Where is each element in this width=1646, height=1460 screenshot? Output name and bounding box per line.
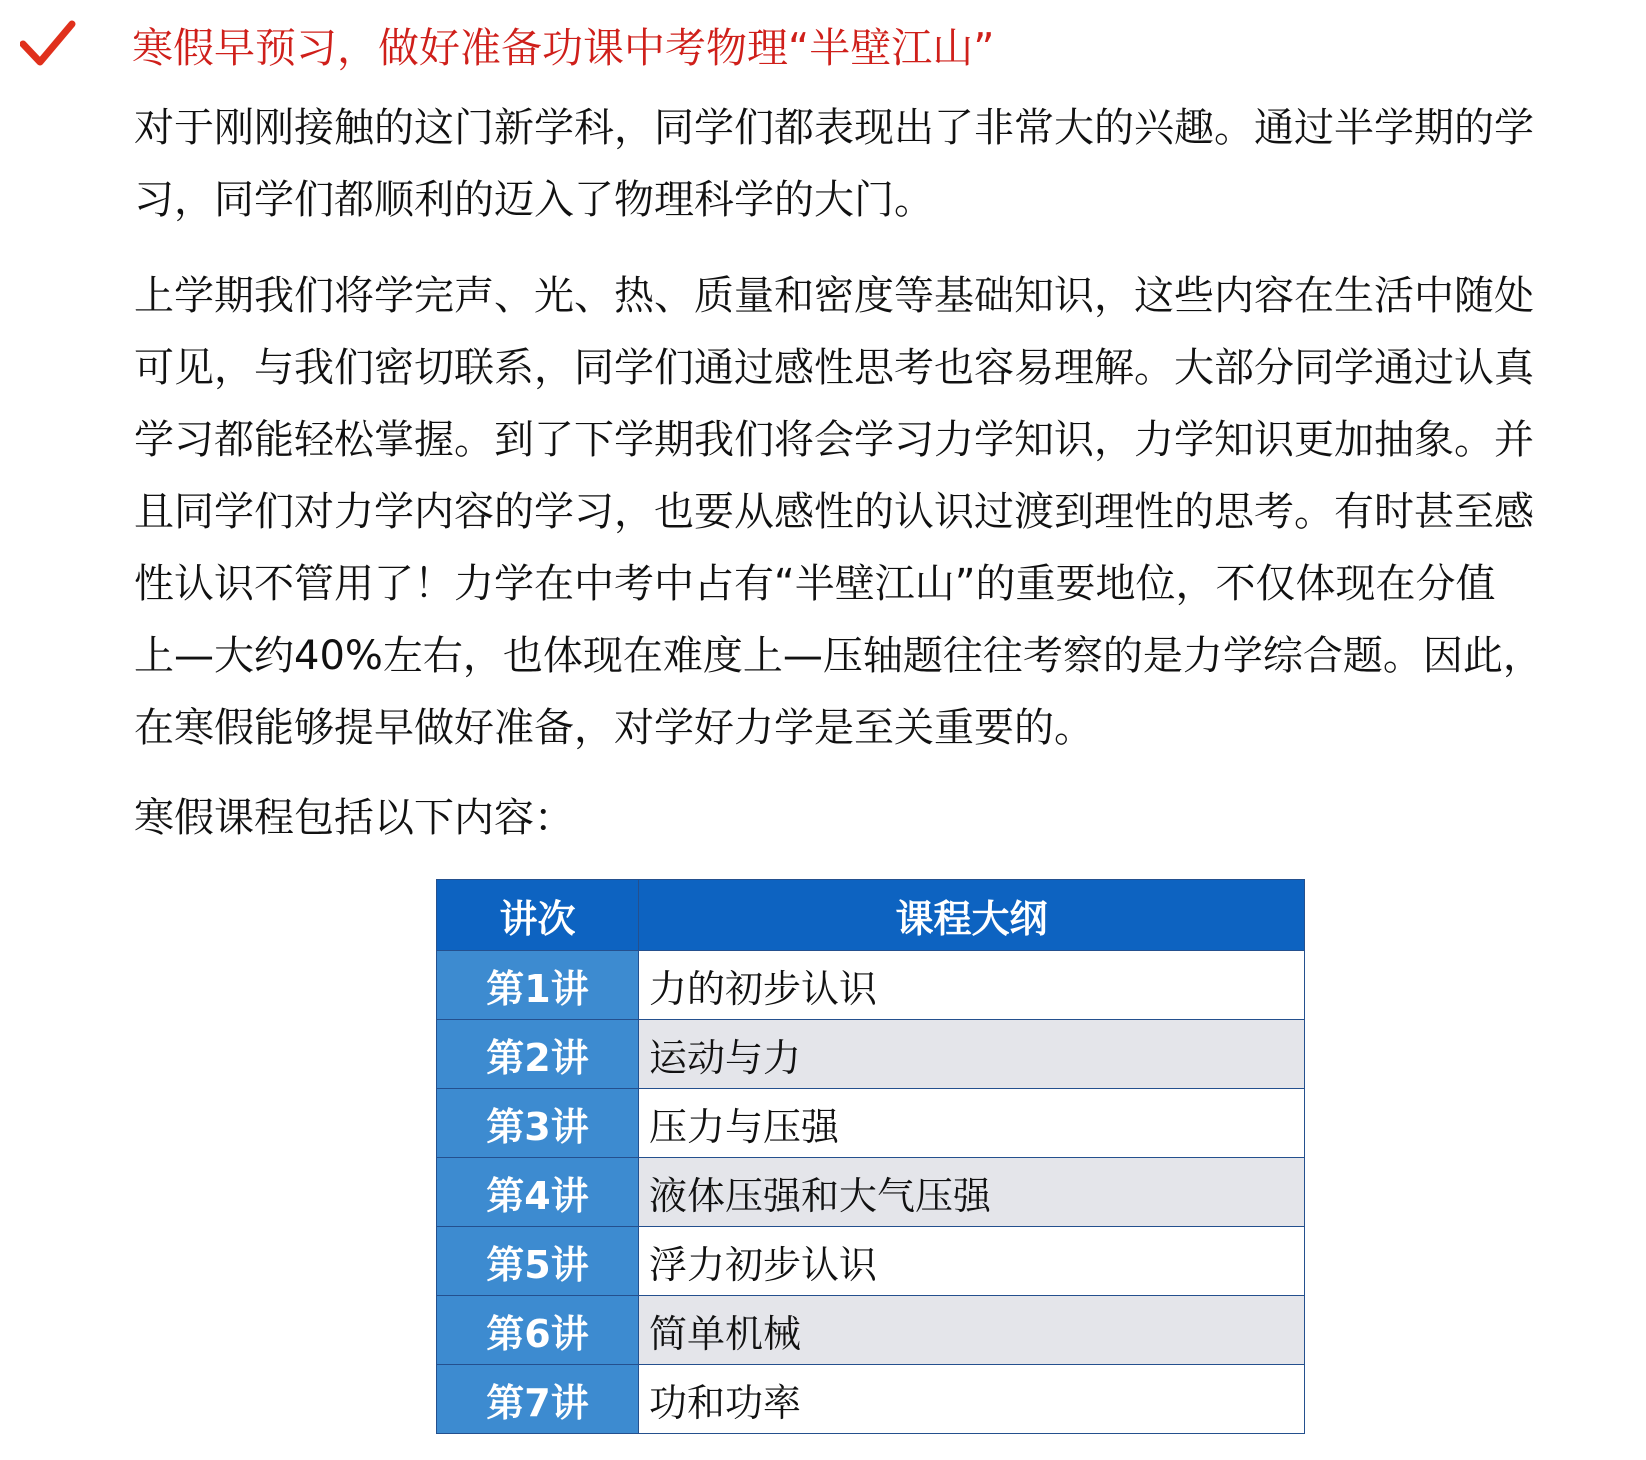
checkmark-icon: [20, 20, 76, 68]
lecture-cell: 第7讲: [437, 1365, 639, 1434]
text-line: 学习都能轻松掌握。到了下学期我们将会学习力学知识，力学知识更加抽象。并: [134, 417, 1534, 463]
header-lecture: 讲次: [437, 880, 639, 951]
text-line: 习，同学们都顺利的迈入了物理科学的大门。: [134, 177, 934, 223]
topic-cell: 运动与力: [639, 1020, 1305, 1089]
lecture-cell: 第2讲: [437, 1020, 639, 1089]
table-row: [437, 1365, 1305, 1434]
section-title: 寒假早预习，做好准备功课中考物理“半壁江山”: [132, 24, 995, 72]
table-row: [437, 1089, 1305, 1158]
lecture-cell: 第5讲: [437, 1227, 639, 1296]
text-line: 上学期我们将学完声、光、热、质量和密度等基础知识，这些内容在生活中随处: [134, 273, 1534, 319]
text-line: 上—大约40%左右，也体现在难度上—压轴题往往考察的是力学综合题。因此，: [134, 633, 1543, 679]
paragraph-intro: [134, 92, 1614, 236]
paragraph-mechanics: [134, 260, 1614, 764]
topic-cell: 力的初步认识: [639, 951, 1305, 1020]
table-row: [437, 1227, 1305, 1296]
table-row: [437, 1020, 1305, 1089]
lecture-cell: 第6讲: [437, 1296, 639, 1365]
topic-cell: 压力与压强: [639, 1089, 1305, 1158]
text-line: 对于刚刚接触的这门新学科，同学们都表现出了非常大的兴趣。通过半学期的学: [134, 105, 1534, 151]
header-outline: 课程大纲: [639, 880, 1305, 951]
lecture-cell: 第3讲: [437, 1089, 639, 1158]
lecture-cell: 第4讲: [437, 1158, 639, 1227]
topic-cell: 液体压强和大气压强: [639, 1158, 1305, 1227]
text-line: 且同学们对力学内容的学习，也要从感性的认识过渡到理性的思考。有时甚至感: [134, 489, 1534, 535]
text-line: 在寒假能够提早做好准备，对学好力学是至关重要的。: [134, 705, 1094, 751]
table-header-row: [437, 880, 1305, 951]
topic-cell: 功和功率: [639, 1365, 1305, 1434]
topic-cell: 简单机械: [639, 1296, 1305, 1365]
course-intro: 寒假课程包括以下内容：: [134, 795, 574, 841]
table-row: [437, 951, 1305, 1020]
table-row: [437, 1296, 1305, 1365]
lecture-cell: 第1讲: [437, 951, 639, 1020]
text-line: 性认识不管用了！力学在中考中占有“半壁江山”的重要地位，不仅体现在分值: [134, 561, 1496, 607]
text-line: 可见，与我们密切联系，同学们通过感性思考也容易理解。大部分同学通过认真: [134, 345, 1534, 391]
table-row: [437, 1158, 1305, 1227]
topic-cell: 浮力初步认识: [639, 1227, 1305, 1296]
course-table: [436, 879, 1305, 1434]
